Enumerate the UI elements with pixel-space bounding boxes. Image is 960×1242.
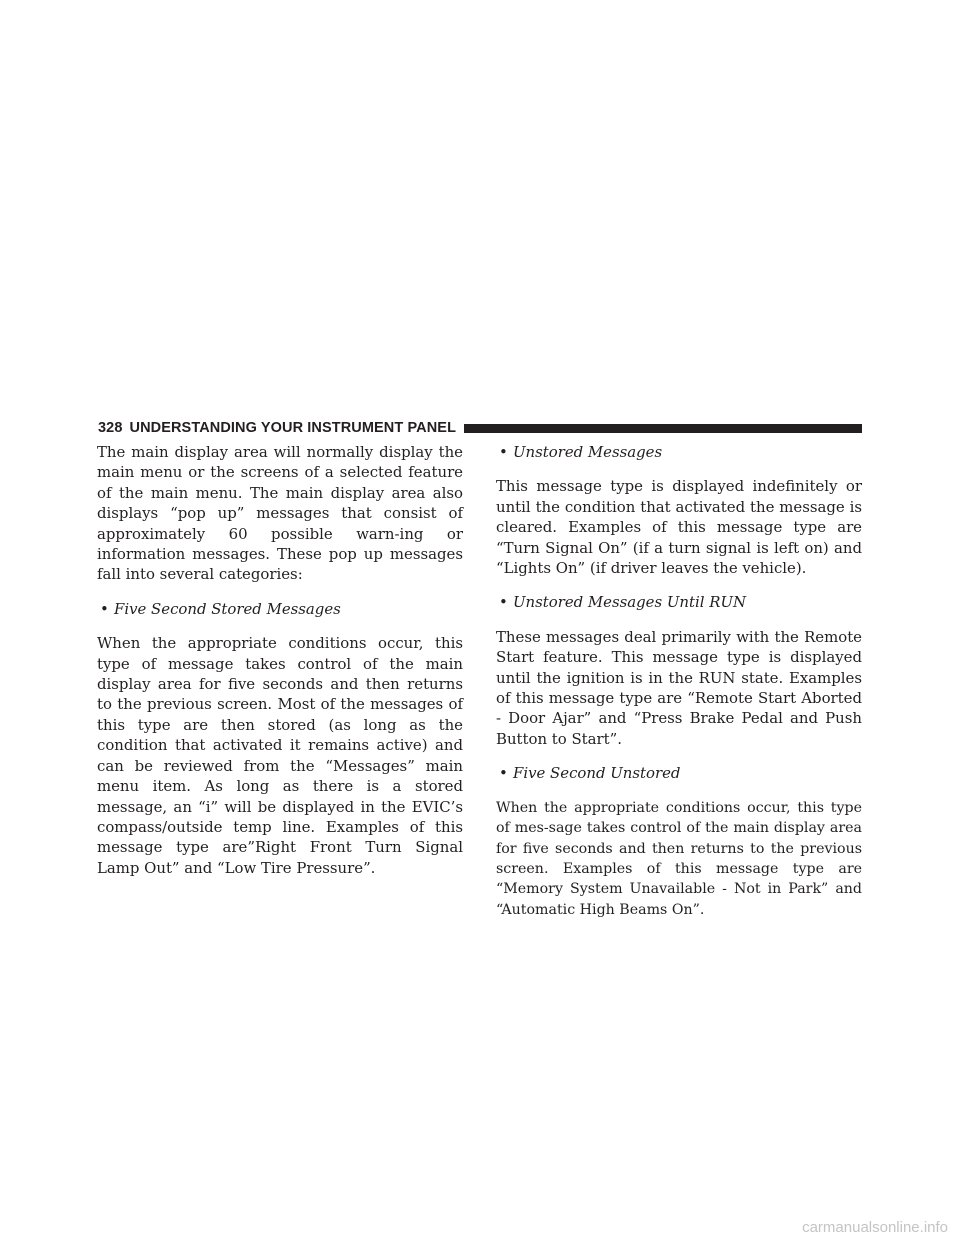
five-second-stored-paragraph: When the appropriate conditions occur, this type of message takes control of the main display area for five seconds and then returns to the previous screen. Most of the messages of this type are then stored (as long as the condition that activated it remains active) and can be reviewed from the “Messages” main menu item. As long as there is a stored message, an “i” will be displayed in the EVIC’s compass/outside temp line. Examples of this message type are”Right Front Turn Signal Lamp Out” and “Low Tire Pressure”. — [97, 634, 463, 877]
intro-paragraph: The main display area will normally display the main menu or the screens of a selected feature of the main menu. The main display area also displays “pop up” messages that consist of approximately 60 possible warn-ing or information messages. These pop up messages fall into several categories: — [97, 443, 463, 584]
section-title: UNDERSTANDING YOUR INSTRUMENT PANEL — [129, 420, 457, 436]
watermark: carmanualsonline.info — [802, 1219, 948, 1236]
unstored-paragraph: This message type is displayed indefinitely or until the condition that activated the message is cleared. Examples of this message type are “Turn Signal On” (if a turn signal is left on) and “Lights On” (if driver leaves the vehicle). — [496, 477, 862, 578]
bullet-label: Five Second Stored Messages — [114, 599, 341, 618]
bullet-dot: • — [499, 443, 508, 461]
bullet-label: Unstored Messages — [513, 443, 663, 461]
page-header — [98, 418, 862, 438]
unstored-until-run-paragraph: These messages deal primarily with the Remote Start feature. This message type is displayed until the ignition is in the RUN state. Examples of this message type are “Remote Start Aborted - Door Ajar” and “Press Brake Pedal and Push Button to Start”. — [496, 627, 862, 748]
right-column — [496, 442, 862, 934]
left-column — [97, 442, 463, 892]
bullet-unstored-until-run — [496, 592, 862, 612]
bullet-dot: • — [100, 599, 109, 618]
page-number: 328 — [98, 420, 123, 436]
bullet-dot: • — [499, 764, 508, 783]
bullet-label: Unstored Messages Until RUN — [513, 593, 747, 612]
bullet-dot: • — [499, 593, 508, 612]
five-second-unstored-paragraph: When the appropriate conditions occur, this type of mes-sage takes control of the main display area for five seconds and then returns to the previous screen. Examples of this message type are “Memory System Unavailable - Not in Park” and “Automatic High Beams On”. — [496, 799, 862, 918]
bullet-five-second-stored — [97, 599, 463, 619]
header-rule — [464, 424, 862, 433]
bullet-label: Five Second Unstored — [513, 764, 681, 783]
bullet-five-second-unstored — [496, 763, 862, 783]
bullet-unstored — [496, 442, 862, 462]
